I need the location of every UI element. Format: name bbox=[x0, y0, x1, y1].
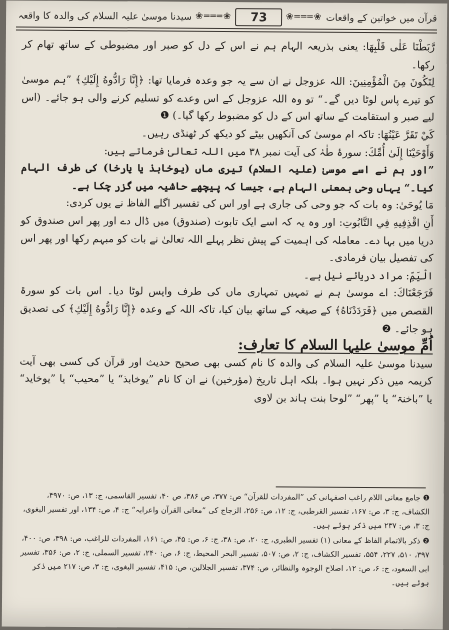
header-ornament-icon: ❀═══❀ bbox=[195, 11, 232, 23]
paragraph: أَنِ اقْذِفِيهِ فِي التَّابُوتِ: اور وہ یہ کہ اسے ایک تابوت (صندوق) میں ڈال دے اور پھر اس صندوق کو دریا میں بہا دے۔ معاملہ کی اہمیت کے پیش نظر پہلے اللہ تعالیٰ نے بات کو مبہم رکھا اور پھر اس کی تفصیل بیان فرمادی۔ bbox=[20, 215, 434, 265]
main-text bbox=[19, 37, 435, 409]
page-header bbox=[18, 5, 437, 30]
section-heading: اُمِّ موسیٰ علیہا السلام کا تعارف: bbox=[238, 337, 433, 355]
header-rule-thin bbox=[16, 30, 437, 34]
footnote: ❶ جامع معانی اللام راغب اصفہانی کی ”المفردات للقرآن“ ص: ۳۷۷، ص ۳۸۶، ص ۴۰، تفسیر القاسمی، ج: ۱۳، ص: ۴۹۷۰، الکشاف، ج: ۳، ص: ۱۶۷، تفسیر القرطبی، ج: ۱۲، ص: ۲۵۶، الزجاج کی ”معانی القرآن واعرابہ“ ج: ۴، ص: ۱۳۴، اور تفسیر البغوی، ج: ۳، ص: ۲۳۷ میں ذکر ہوئے ہیں۔ bbox=[22, 490, 430, 531]
paragraph: سیدنا موسیٰ علیہ السلام کی والدہ کا نام کسی بھی صحیح حدیث اور قرآن کی کسی بھی آیت کریمہ میں ذکر نہیں ہوا۔ بلکہ اہل تاریخ (مؤرخین) نے ان کا نام ”یوخابذ“ یا ”محیب“ یا ”یوخاید“ یا ”باخنۃ“ یا ”پھر“ ”لوحا بنت ہاند بن لاوی bbox=[19, 356, 433, 406]
footnotes bbox=[16, 489, 430, 592]
paragraph: رَّبَطْنَا عَلٰی قَلْبِهَا: یعنی بذریعہ الہام ہم نے اس کے دل کو صبر اور مضبوطی کے ساتھ تھام کر رکھا۔ bbox=[21, 39, 435, 72]
paragraph: الْيَمِّ: مراد دریائے نیل ہے۔ bbox=[303, 270, 434, 283]
paragraph: مَا يُوحَىٰ: وہ بات کہ جو وحی کی جاری ہے اور اس کی تفسیر اگلے الفاظ نے یوں کردی: bbox=[65, 198, 434, 212]
running-title: قرآن میں خواتین کے واقعات bbox=[325, 12, 438, 24]
paragraph: كَيْ تَقَرَّ عَيْنُهَا: تاکہ ام موسیٰ کی آنکھیں بیٹے کو دیکھ کر ٹھنڈی رہیں۔ bbox=[141, 128, 435, 142]
footnote-separator bbox=[276, 486, 426, 488]
book-page bbox=[2, 0, 447, 629]
header-ornament-icon: ❀═══❀ bbox=[285, 12, 323, 23]
footnote: ❷ ذکر بالاتمام الفاظ کے معانی (۱) تفسیر الطبری، ج: ۲۰، ص: ۳۸، ج: ۶، ص: ۴۵، ص: ۱۶۱، المفردات للراغب، ص: ۳۹۸، ص: ۴۰۰، ۳۹۷، ۵۱۰، ۲۲۷، ۵۵۴، تفسیر الکشاف، ج: ۲، ص: ۵۰۷، تفسیر البحر المحیط، ج: ۶، ص: ۲۴۰، تفسیر السملی، ج: ۲، ص: ۳۵۶، تفسیر ابی السعود، ج: ۶، ص: ۱۲، اصلاح الوجوہ والنظائر، ص: ۳۷۴، تفسیر الجلالین، ص: ۴۱۵، تفسیر البغوی، ج: ۳، ص: ۲۱۷ میں ذکر ہوئے ہیں۔ bbox=[20, 533, 430, 588]
quoted-verse-translation: ”اور ہم نے اسے موسیٰ (علیہ السلام) تیری ماں (یوخابذ یا یارخا) کی طرف الہام کیا۔“ یہاں وحی بمعنی الہام ہے، جیسا کہ پیچھے حاشیہ میں گزر چکا ہے۔ bbox=[20, 161, 435, 195]
chapter-title: سیدنا موسیٰ علیہ السلام کی والدہ کا واقعہ bbox=[18, 10, 192, 23]
paragraph: وَأَوْحَيْنَا إِلَىٰ أُمِّكَ: سورۂ طٰہٰ کی آیت نمبر ۳۸ میں اللہ تعالیٰ فرماتے ہیں: bbox=[104, 145, 435, 160]
page-number: 73 bbox=[235, 8, 282, 26]
paragraph: فَرَجَعْنَاكَ: اے موسیٰ ہم نے تمہیں تمہاری ماں کی طرف واپس لوٹا دیا۔ اس بات کو سورۃ القصص میں ﴿فَرَدَدْنَاهُ﴾ کے صیغہ کے ساتھ بیان کیا، تاکہ اللہ کے وعدہ ﴿إِنَّا رَادُّوهُ إِلَيْكِ﴾ کی تصدیق ہو جائے۔ ❷ bbox=[19, 285, 434, 335]
paragraph: لِتَكُونَ مِنَ الْمُؤْمِنِينَ: اللہ عزوجل نے ان سے یہ جو وعدہ فرمایا تھا: ﴿إِنَّا رَادُّوهُ إِلَيْكِ﴾ ”ہم موسیٰ کو تیرے پاس لوٹا دیں گے۔“ تو وہ اللہ عزوجل کے اس وعدے کو تسلیم کرنے والی ہو جائے۔ (اس لیے صبر و استقامت کے ساتھ اس کے دل کو مضبوط رکھا گیا۔) ❶ bbox=[21, 74, 435, 124]
